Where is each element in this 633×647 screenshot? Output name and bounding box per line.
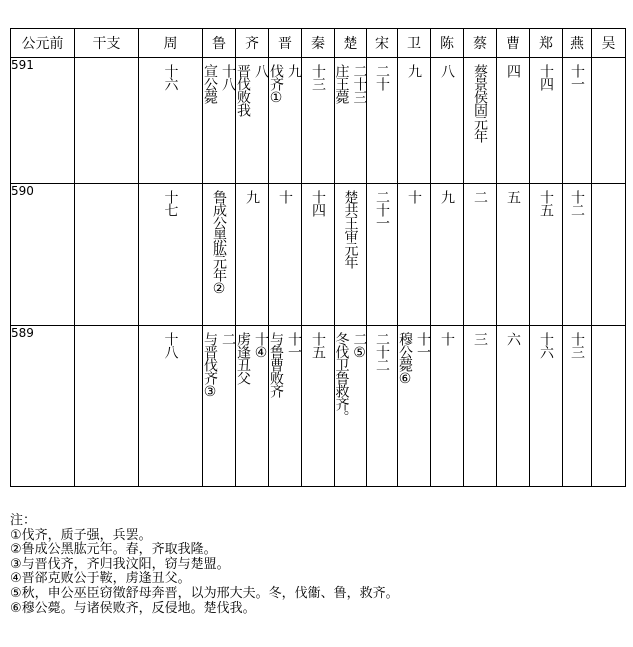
wu-cell [592,58,626,184]
cell-text: 二十 [374,64,390,90]
song-cell [367,58,398,184]
yan-cell [563,58,592,184]
header-cell: 蔡 [464,29,497,58]
cell-text: 九 [406,64,422,77]
cell-text: 楚共王审元年 [342,190,359,268]
cell-text: 二⑤ [351,332,368,360]
cell-text: 十 [406,190,422,203]
header-cell: 陈 [431,29,464,58]
notes-title: 注： [10,513,37,528]
table-row [11,58,626,184]
cell-text: 八 [253,64,269,77]
zheng-cell [530,58,563,184]
cell-text: 十八 [162,332,179,358]
cell-text: 晋伐败我 [235,64,251,116]
cao-cell [497,184,530,326]
cell-text: 二十三 [351,64,368,103]
notes-section [10,514,399,616]
cell-text: 九 [439,190,455,203]
cell-text: 四 [505,64,521,77]
chu-cell [335,184,367,326]
qi-cell [236,58,269,184]
lu-cell [203,326,236,487]
header-cell: 晋 [269,29,302,58]
cell-text: 庄王薨 [333,64,350,103]
chu-cell [335,58,367,184]
header-cell: 宋 [367,29,398,58]
header-cell: 齐 [236,29,269,58]
cell-text: 九 [286,64,302,77]
cell-text: 二十二 [374,332,390,371]
header-cell: 楚 [335,29,367,58]
wu-cell [592,326,626,487]
ganzhi-cell [75,58,139,184]
cell-text: 二 [472,190,488,203]
wu-cell [592,184,626,326]
chu-cell [335,326,367,487]
cell-text: 穆公薨⑥ [397,332,413,386]
cell-text: 十一 [415,332,431,358]
cell-text: 十四 [310,190,326,216]
cell-text: 十四 [538,64,554,90]
lu-cell [203,58,236,184]
chen-cell [431,184,464,326]
cell-text: 十五 [538,190,554,216]
chronology-table [10,28,626,487]
cell-text: 宣公薨 [202,64,218,103]
zhou-cell [139,58,203,184]
header-cell: 卫 [398,29,431,58]
cell-text: 六 [505,332,521,345]
cao-cell [497,326,530,487]
cell-text: 十六 [538,332,554,358]
cell-text: 与晋伐齐③ [202,332,218,399]
note-item: ⑥穆公薨。与诸侯败齐，反侵地。楚伐我。 [10,600,256,616]
zheng-cell [530,326,563,487]
qin-cell [302,58,335,184]
qin-cell [302,326,335,487]
cai-cell [464,184,497,326]
wei-cell [398,326,431,487]
chen-cell [431,58,464,184]
yan-cell [563,184,592,326]
wei-cell [398,58,431,184]
note-item: ②鲁成公黑肱元年。春，齐取我隆。 [10,542,217,558]
cell-text: 十 [277,190,293,203]
cell-text: 鲁成公黑肱元年② [211,190,227,296]
header-row [11,29,626,58]
jin-cell [269,326,302,487]
cell-text: 蔡景侯固元年 [472,64,488,142]
cell-text: 十一 [569,64,585,90]
qi-cell [236,326,269,487]
cell-text: 八 [439,64,455,77]
cell-text: 二 [220,332,236,345]
zheng-cell [530,184,563,326]
cell-text: 十八 [220,64,236,90]
wei-cell [398,184,431,326]
ganzhi-cell [75,326,139,487]
cell-text: 虏逢丑父 [235,332,251,384]
cell-text: 十二 [569,190,585,216]
zhou-cell [139,184,203,326]
cell-text: 十三 [569,332,585,358]
cell-text: 十五 [310,332,326,358]
note-item: ④晋郤克败公于鞍，虏逢丑父。 [10,571,191,587]
note-item: ①伐齐，质子强，兵罢。 [10,527,152,543]
note-item: ⑤秋，申公巫臣窃徵舒母奔晋，以为邢大夫。冬，伐衞、鲁，救齐。 [10,585,399,601]
header-cell: 吴 [592,29,626,58]
qin-cell [302,184,335,326]
header-cell: 干支 [75,29,139,58]
note-item: ③与晋伐齐，齐归我汶阳，窃与楚盟。 [10,556,230,572]
cai-cell [464,326,497,487]
cell-text: 十三 [310,64,326,90]
cell-text: 三 [472,332,488,345]
header-cell: 周 [139,29,203,58]
header-cell: 郑 [530,29,563,58]
cell-text: 十 [439,332,455,345]
year-cell: 591 [11,58,75,184]
cell-text: 二十一 [374,190,390,229]
zhou-cell [139,326,203,487]
yan-cell [563,326,592,487]
jin-cell [269,184,302,326]
jin-cell [269,58,302,184]
header-cell: 秦 [302,29,335,58]
song-cell [367,184,398,326]
table-row [11,184,626,326]
cell-text: 伐齐① [268,64,284,105]
chen-cell [431,326,464,487]
song-cell [367,326,398,487]
table-row [11,326,626,487]
cao-cell [497,58,530,184]
header-cell: 公元前 [11,29,75,58]
qi-cell [236,184,269,326]
cell-text: 十七 [162,190,179,216]
header-cell: 曹 [497,29,530,58]
cai-cell [464,58,497,184]
header-cell: 燕 [563,29,592,58]
cell-text: 十六 [162,64,179,90]
cell-text: 冬伐卫鲁救齐。 [333,332,350,423]
cell-text: 十一 [286,332,302,358]
cell-text: 五 [505,190,521,203]
cell-text: 与鲁曹败齐 [268,332,284,397]
year-cell: 590 [11,184,75,326]
lu-cell [203,184,236,326]
cell-text: 十④ [253,332,269,360]
cell-text: 九 [244,190,260,203]
ganzhi-cell [75,184,139,326]
header-cell: 鲁 [203,29,236,58]
year-cell: 589 [11,326,75,487]
